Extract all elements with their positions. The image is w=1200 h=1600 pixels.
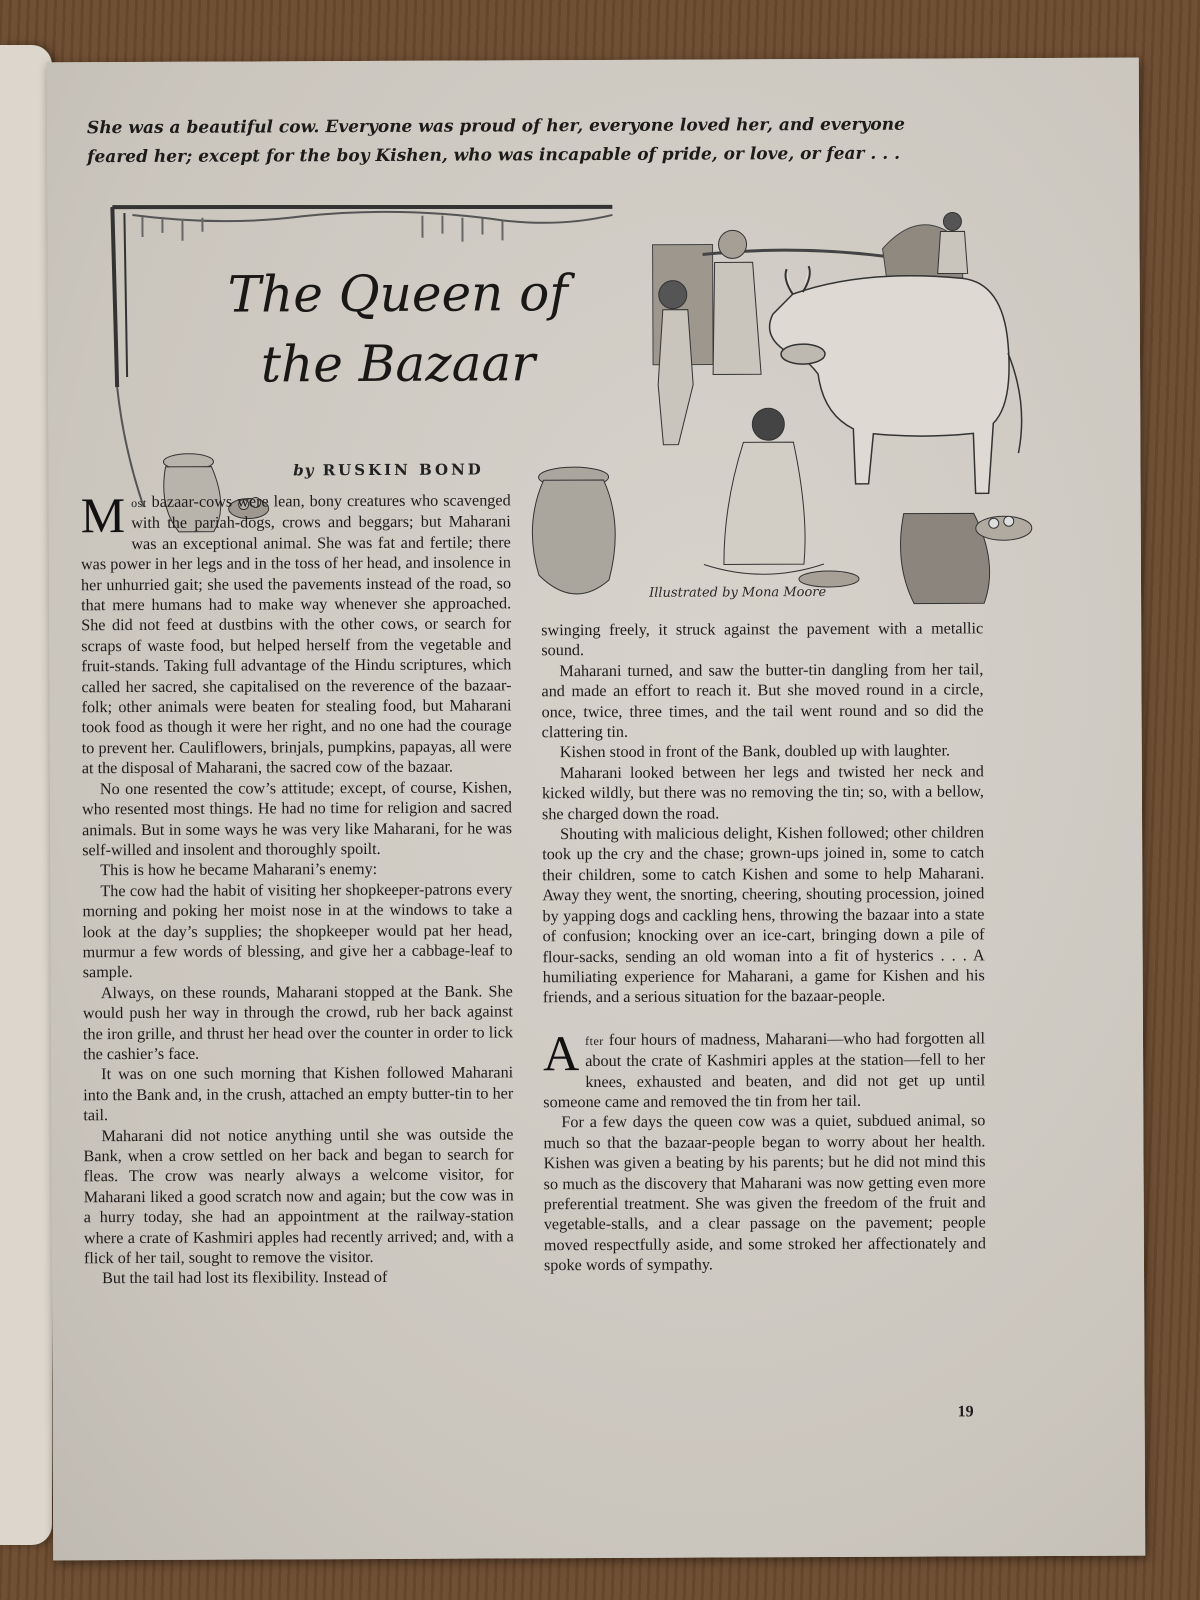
column-1-paragraph: No one resented the cow’s attitude; except, of course, Kishen, who resented most things. He had no time for religion and sacred animals. But in some ways he was very like Maharani, for he was self-willed and insolent and thoroughly spoilt.	[81, 778, 513, 860]
teaser-line-1: She was a beautiful cow. Everyone was proud of her, everyone loved her, and everyone	[86, 114, 905, 139]
article-column-1	[80, 487, 514, 1289]
column-2-paragraph: swinging freely, it struck against the pavement with a metallic sound.	[541, 619, 984, 660]
column-2-paragraph: Shouting with malicious delight, Kishen followed; other children took up the cry and the chase; grown-ups joined in, some to catch their children, some to catch Kishen and some to help Maharani. Away they went, the snorting, cheering, shouting procession, joined by yapping dogs and cackling hens, throwing the bazaar into a state of confusion; knocking over an ice-cart, bringing down a pile of flour-sacks, sending an old woman into a fit of hysterics . . . A humiliating experience for Maharani, a game for Kishen and his friends, and a serious situation for the bazaar-people.	[542, 823, 985, 1007]
small-caps-lead: fter	[585, 1033, 604, 1048]
column-1-paragraph: This is how he became Maharani’s enemy:	[100, 860, 378, 880]
magazine-page	[47, 58, 1146, 1561]
paragraph-text: four hours of madness, Maharani—who had forgotten all about the crate of Kashmiri apples at the station—fell to her knees, exhausted and beaten, and did not get up until someone came and removed the tin from her tail.	[543, 1029, 986, 1112]
teaser-line-2: feared her; except for the boy Kishen, who was incapable of pride, or love, or fear . . .	[87, 143, 901, 168]
drop-cap: A	[542, 1024, 580, 1081]
byline-by: by	[293, 461, 315, 480]
drop-cap: M	[80, 487, 126, 544]
column-2-paragraph	[542, 1024, 986, 1113]
title-line-1: The Queen of	[227, 264, 568, 324]
column-1-paragraph	[80, 487, 512, 779]
column-1-paragraph: Maharani did not notice anything until she was outside the Bank, when a crow settled on her back and began to search for fleas. The crow was nearly always a welcome visitor, for Maharani liked a good scratch now and again; but the cow was in a hurry today, she had an appointment at the railway-station where a crate of Kashmiri apples had recently arrived; and, with a flick of her tail, sought to remove the visitor.	[83, 1124, 514, 1268]
column-1-paragraph: The cow had the habit of visiting her shopkeeper-patrons every morning and poking her moist nose in at the windows to take a look at the day’s supplies; the shopkeeper would pat her head, murmur a few words of blessing, and give her a cabbage-leaf to sample.	[82, 880, 513, 982]
byline	[228, 460, 548, 479]
column-1-paragraph: It was on one such morning that Kishen followed Maharani into the Bank and, in the crush, attached an empty butter-tin to her tail.	[83, 1063, 514, 1125]
byline-author: RUSKIN BOND	[322, 460, 484, 480]
column-2-paragraph: Maharani turned, and saw the butter-tin dangling from her tail, and made an effort to reach it. But she moved round in a circle, once, twice, three times, and the tail went round and so did the clattering tin.	[541, 660, 984, 742]
previous-page-edge	[0, 45, 52, 1545]
article-column-2	[541, 618, 986, 1276]
column-2-paragraph: Kishen stood in front of the Bank, doubled up with laughter.	[559, 741, 951, 762]
title-line-2: the Bazaar	[260, 334, 536, 394]
column-1-paragraph: Always, on these rounds, Maharani stopped at the Bank. She would push her way in through the crowd, rub her back against the iron grille, and thrust her head over the counter in order to lick the cashier’s face.	[82, 982, 514, 1064]
illustration-caption: Illustrated by Mona Moore	[649, 584, 827, 601]
page-number: 19	[957, 1403, 974, 1421]
article-title	[188, 258, 609, 400]
section-break	[543, 1006, 985, 1030]
column-2-paragraph: For a few days the queen cow was a quiet, subdued animal, so much so that the bazaar-people began to worry about her health. Kishen was given a beating by his parents; but he did not mind this so much as the discovery that Maharani was now getting even more preferential treatment. She was given the freedom of the fruit and vegetable-stalls, and a clear passage on the pavement; people moved respectfully aside, and some stroked her affectionately and spoke words of sympathy.	[543, 1111, 986, 1275]
cow-drawing	[769, 265, 1022, 494]
small-caps-lead: ost	[131, 495, 147, 511]
paragraph-text: bazaar-cows were lean, bony creatures who scavenged with the pariah-dogs, crows and beggars; but Maharani was an exceptional animal. She was fat and fertile; there was power in her legs and in the toss of her head, and insolence in her unhurried gait; she used the pavements instead of the road, so that mere humans had to make way whenever she approached. She did not feed at dustbins with the other cows, or search for scraps of waste food, but helped herself from the vegetable and fruit-stands. Taking full advantage of the Hindu scriptures, which called her sacred, she capitalised on the reverence of the bazaar-folk; other animals were beaten for stealing food, but Maharani took food as though it were her right, and no one had the courage to prevent her. Cauliflowers, brinjals, pumpkins, papayas, all were at the disposal of Maharani, the sacred cow of the bazaar.	[80, 491, 512, 778]
column-2-paragraph: Maharani looked between her legs and twisted her neck and kicked wildly, but there was no removing the tin; so, with a bellow, she charged down the road.	[541, 762, 984, 823]
teaser-text	[87, 110, 1032, 172]
column-1-paragraph: But the tail had lost its flexibility. Instead of	[102, 1268, 388, 1288]
